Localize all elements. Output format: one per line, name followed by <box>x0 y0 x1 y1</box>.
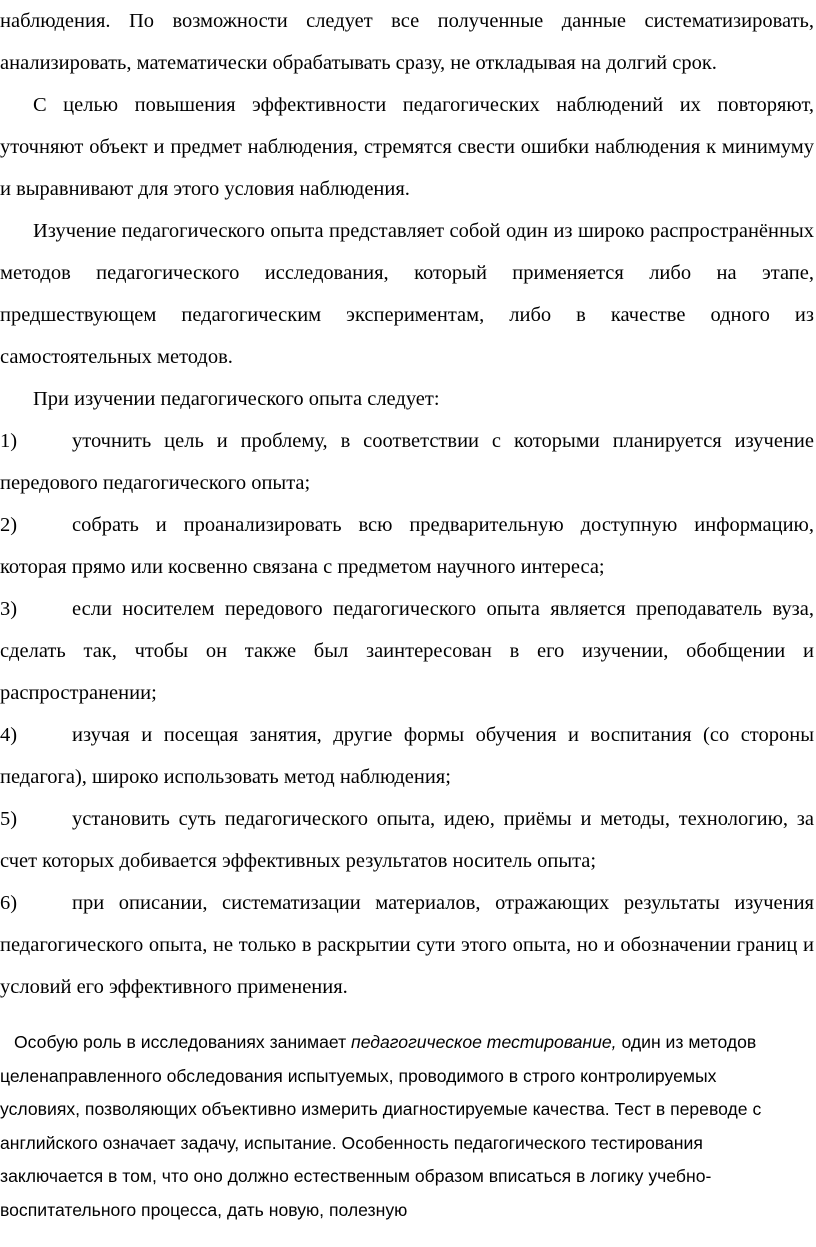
list-item-number: 2) <box>0 514 18 536</box>
list-item <box>0 882 816 1008</box>
testing-text-start: Особую роль в исследованиях занимает <box>14 1032 352 1052</box>
list-item-number: 4) <box>0 724 18 746</box>
list-item-number: 5) <box>0 808 18 830</box>
list-item-number: 3) <box>0 598 18 620</box>
paragraph-pedagogical-testing <box>0 1026 796 1227</box>
list-item-text: если носителем передового педагогического опыта является преподаватель вуза, сделать так, чтобы он также был заинтересован в его изучении, обобщении и распространении; <box>0 598 814 704</box>
testing-term-italic: педагогическое тестирование, <box>351 1032 617 1052</box>
paragraph-observation-efficiency: С целью повышения эффективности педагогических наблюдений их повторяют, уточняют объект и предмет наблюдения, стремятся свести ошибки наблюдения к минимуму и выравнивают для этого условия наблюдения. <box>0 94 814 200</box>
list-item <box>0 504 816 588</box>
testing-text-rest: один из методов целенаправленного обследования испытуемых, проводимого в строго контролируемых условиях, позволяющих объективно измерить диагностируемые качества. Тест в переводе с английского означает задачу, испытание. Особенность педагогического тестирования заключается в том, что оно должно естественным образом вписаться в логику учебно-воспитательного процесса, дать новую, полезную <box>0 1032 762 1220</box>
list-item-text: уточнить цель и проблему, в соответствии с которыми планируется изучение передового педагогического опыта; <box>0 430 814 494</box>
list-item <box>0 420 816 504</box>
list-item-text: при описании, систематизации материалов, отражающих результаты изучения педагогического опыта, не только в раскрытии сути этого опыта, но и обозначении границ и условий его эффективного применения. <box>0 892 814 998</box>
list-item-number: 6) <box>0 892 18 914</box>
list-item <box>0 714 816 798</box>
paragraph-list-intro: При изучении педагогического опыта следует: <box>33 388 440 410</box>
sans-text-block <box>0 1026 816 1227</box>
list-item-number: 1) <box>0 430 18 452</box>
list-item <box>0 588 816 714</box>
list-item-text: собрать и проанализировать всю предварительную доступную информацию, которая прямо или косвенно связана с предметом научного интереса; <box>0 514 814 578</box>
list-item-text: изучая и посещая занятия, другие формы обучения и воспитания (со стороны педагога), широко использовать метод наблюдения; <box>0 724 814 788</box>
paragraph-experience-study: Изучение педагогического опыта представляет собой один из широко распространённых методов педагогического исследования, который применяется либо на этапе, предшествующем педагогическим экспериментам, либо в качестве одного из самостоятельных методов. <box>0 220 814 368</box>
list-item <box>0 798 816 882</box>
list-item-text: установить суть педагогического опыта, идею, приёмы и методы, технологию, за счет которых добивается эффективных результатов носитель опыта; <box>0 808 814 872</box>
paragraph-observation-continuation: наблюдения. По возможности следует все полученные данные систематизировать, анализировать, математически обрабатывать сразу, не откладывая на долгий срок. <box>0 10 814 74</box>
